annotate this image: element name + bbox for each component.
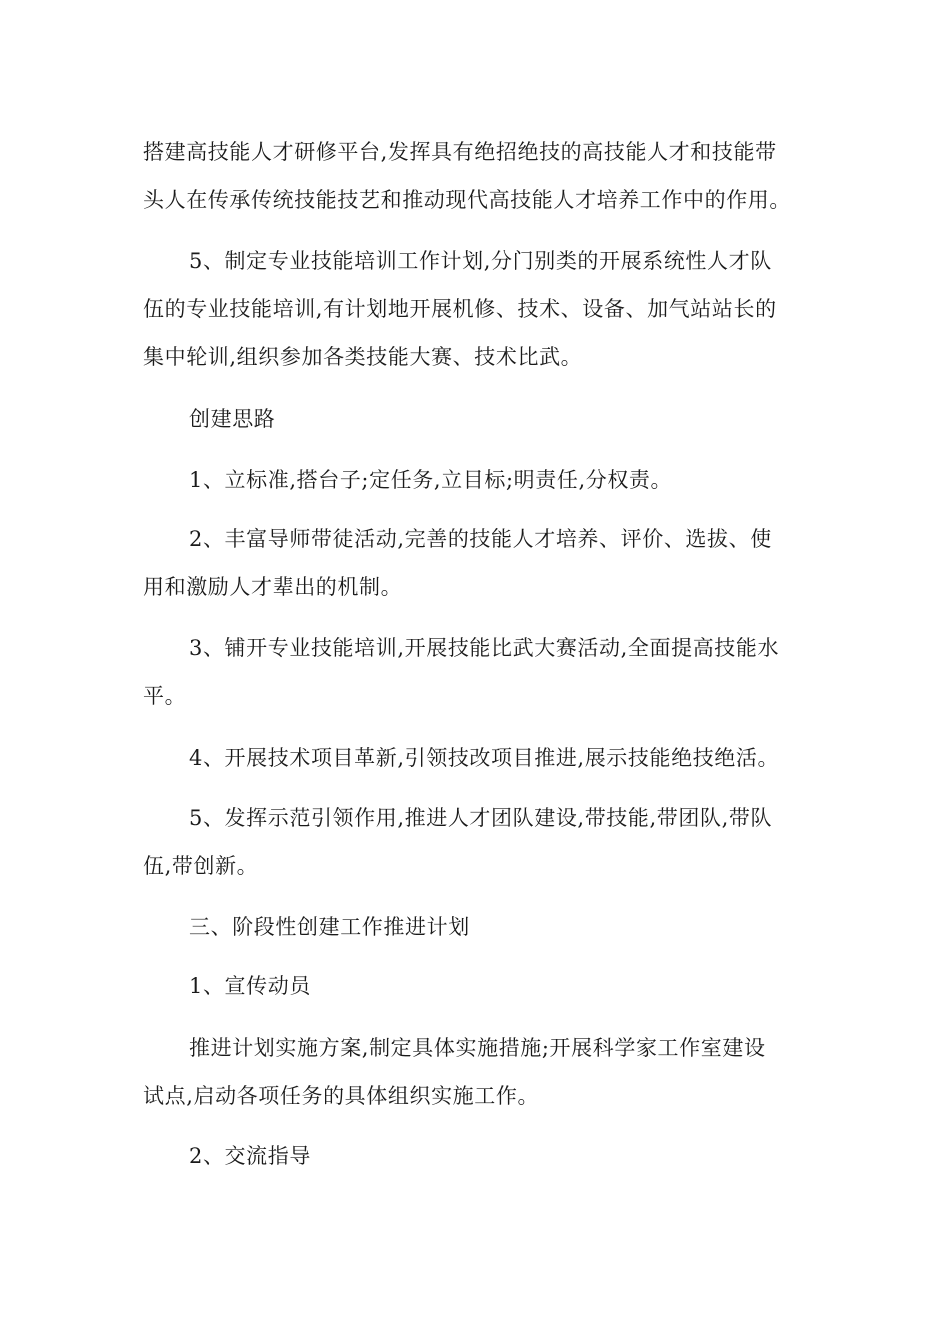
text-line: 用和激励人才辈出的机制。	[143, 575, 403, 599]
text-line: 4、开展技术项目革新,引领技改项目推进,展示技能绝技绝活。	[189, 746, 780, 770]
paragraph-approach-item-2	[143, 515, 823, 611]
text-line: 1、立标准,搭台子;定任务,立目标;明责任,分权责。	[189, 468, 673, 492]
text-line: 推进计划实施方案,制定具体实施措施;开展科学家工作室建设	[189, 1036, 766, 1060]
text-line: 平。	[143, 684, 187, 708]
text-line: 试点,启动各项任务的具体组织实施工作。	[143, 1084, 540, 1108]
text-line: 伍,带创新。	[143, 854, 259, 878]
section-heading-approach	[189, 395, 869, 443]
heading-text: 三、阶段性创建工作推进计划	[189, 915, 470, 939]
text-line: 3、铺开专业技能培训,开展技能比武大赛活动,全面提高技能水	[189, 636, 780, 660]
paragraph-continuation	[143, 128, 823, 224]
subheading-exchange-guidance	[189, 1132, 869, 1180]
heading-text: 2、交流指导	[189, 1144, 311, 1168]
paragraph-publicity-body	[143, 1024, 823, 1120]
section-heading-phase-plan	[189, 903, 869, 951]
text-line: 头人在传承传统技能技艺和推动现代高技能人才培养工作中的作用。	[143, 188, 791, 212]
text-line: 集中轮训,组织参加各类技能大赛、技术比武。	[143, 345, 583, 369]
paragraph-approach-item-5	[143, 794, 823, 890]
text-line: 2、丰富导师带徒活动,完善的技能人才培养、评价、选拔、使	[189, 527, 772, 551]
paragraph-approach-item-1	[189, 456, 869, 504]
text-line: 搭建高技能人才研修平台,发挥具有绝招绝技的高技能人才和技能带	[143, 140, 777, 164]
text-line: 5、发挥示范引领作用,推进人才团队建设,带技能,带团队,带队	[189, 806, 773, 830]
text-line: 5、制定专业技能培训工作计划,分门别类的开展系统性人才队	[189, 249, 772, 273]
heading-text: 创建思路	[189, 407, 276, 431]
text-line: 伍的专业技能培训,有计划地开展机修、技术、设备、加气站站长的	[143, 297, 777, 321]
paragraph-item-5-training-plan	[143, 237, 823, 381]
subheading-publicity	[189, 962, 869, 1010]
paragraph-approach-item-3	[143, 624, 823, 720]
paragraph-approach-item-4	[189, 734, 869, 782]
heading-text: 1、宣传动员	[189, 974, 311, 998]
